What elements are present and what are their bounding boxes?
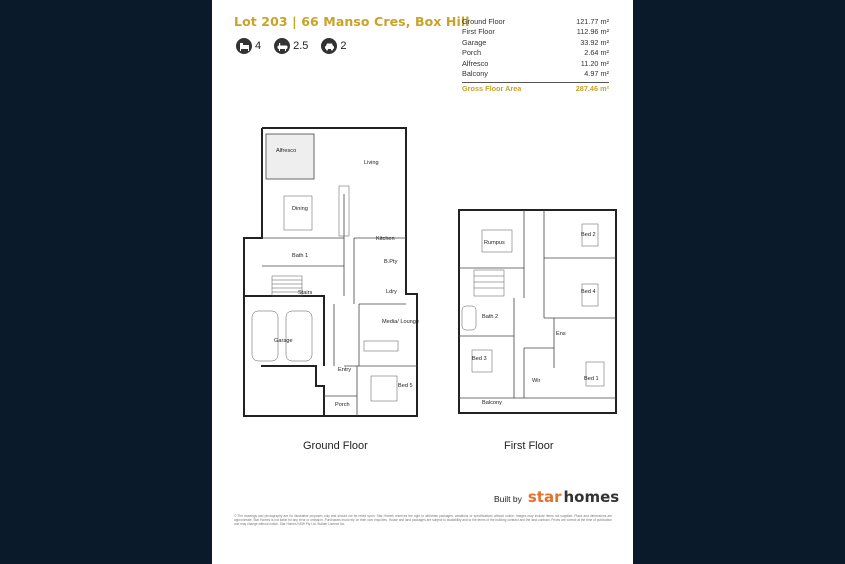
bathrooms-feature [274, 38, 308, 54]
brochure-sheet [212, 0, 633, 564]
room-kitchen: Kitchen [376, 236, 395, 242]
carspaces-feature [321, 38, 346, 54]
room-ldry: Ldry [386, 289, 397, 295]
ground-floor-plan [224, 126, 424, 421]
area-row: Garage 33.92 m² [462, 37, 609, 47]
area-row: Porch 2.64 m² [462, 48, 609, 58]
page-title: Lot 203 | 66 Manso Cres, Box Hill [234, 14, 470, 29]
area-row: Ground Floor 121.77 m² [462, 17, 609, 26]
builder-logo [494, 488, 619, 506]
bedrooms-count: 4 [255, 40, 262, 52]
room-entry: Entry [338, 367, 352, 373]
first-floor-caption: First Floor [504, 440, 554, 452]
room-wir: Wir [532, 378, 541, 384]
room-bed3: Bed 3 [472, 356, 487, 362]
star-homes-logo: star homes [527, 488, 620, 506]
room-media-lounge: Media/ Lounge [382, 319, 420, 325]
room-porch: Porch [335, 402, 350, 408]
room-bply: B.Pty [384, 259, 398, 265]
area-schedule [462, 17, 609, 93]
bedrooms-feature [236, 38, 261, 54]
bed-icon [236, 38, 252, 54]
room-alfresco: Alfresco [276, 148, 297, 154]
bath-icon [274, 38, 290, 54]
room-garage: Garage [274, 338, 293, 344]
gross-floor-area: Gross Floor Area 287.46 m² [462, 84, 609, 94]
room-bath1: Bath 1 [292, 253, 309, 259]
room-stairs: Stairs [298, 290, 313, 296]
room-bed2: Bed 2 [581, 232, 596, 238]
area-row: Alfresco 11.20 m² [462, 58, 609, 68]
room-rumpus: Rumpus [484, 240, 505, 246]
room-balcony: Balcony [482, 400, 502, 406]
car-icon [321, 38, 337, 54]
ground-floor-caption: Ground Floor [303, 440, 368, 452]
first-floor-drawing [454, 208, 622, 418]
built-by-label: Built by [494, 494, 522, 504]
room-dining: Dining [292, 206, 308, 212]
carspaces-count: 2 [340, 40, 347, 52]
room-bed4: Bed 4 [581, 289, 596, 295]
room-living: Living [364, 160, 379, 166]
room-ens: Ens [556, 331, 566, 337]
area-row: Balcony 4.97 m² [462, 68, 609, 78]
disclaimer-text: © The drawings and photography are for illustrative purposes only and should not be relied upon. Star Homes reserves the right to withdraw packages, variations or specifications without notice. Images may include items not supplied. Plans and dimensions are approximate. Star Homes is not liable for any error or omission. Purchasers must rely on their own enquiries. House and land packages are subject to availability and to the terms of the building contract and the land contract. Prices are correct at the time of publication and may change without notice. Star Homes NSW Pty Ltd. Builder Licence No. [234, 514, 612, 526]
ground-floor-drawing [224, 126, 424, 421]
feature-icons [236, 38, 360, 54]
room-bed1: Bed 1 [584, 376, 599, 382]
room-bath2: Bath 2 [482, 314, 499, 320]
area-row: First Floor 112.96 m² [462, 27, 609, 37]
first-floor-plan [454, 208, 622, 418]
room-bed5: Bed 5 [398, 383, 413, 389]
bathrooms-count: 2.5 [293, 40, 309, 52]
